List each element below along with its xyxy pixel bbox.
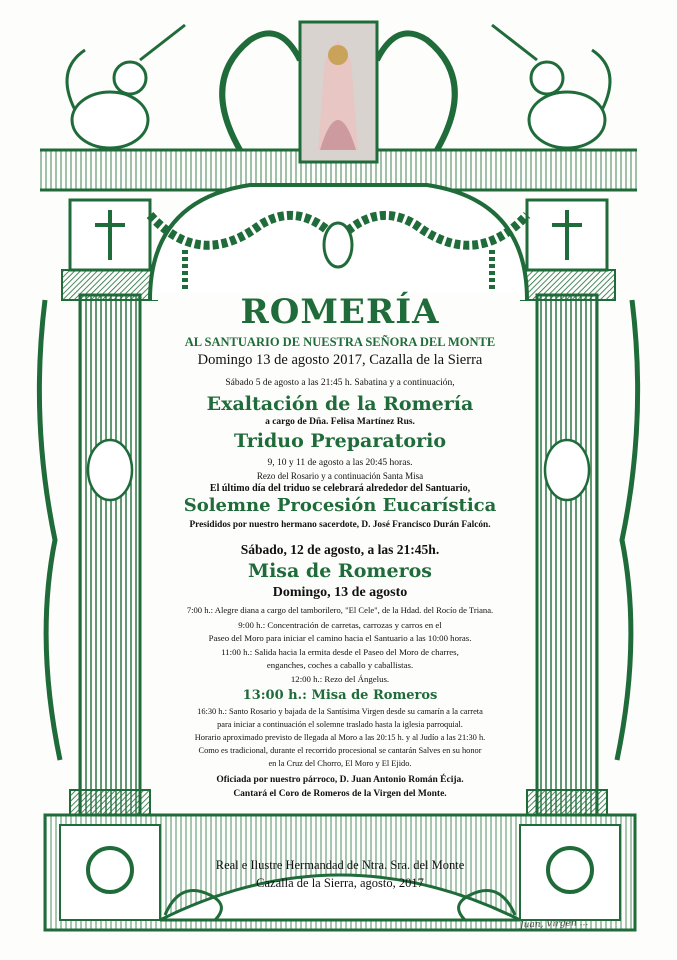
- domingo-item: 9:00 h.: Concentración de carretas, carrozas y carros en el: [238, 620, 442, 630]
- footer-brotherhood: Real e Ilustre Hermandad de Ntra. Sra. del Monte: [215, 858, 465, 872]
- triduo-last-day: El último día del triduo se celebrará alrededor del Santuario,: [209, 483, 471, 494]
- date-line: Domingo 13 de agosto 2017, Cazalla de la Sierra: [197, 352, 483, 368]
- domingo-item: enganches, coches a caballo y caballistas.: [266, 660, 414, 670]
- afternoon-line: para iniciar a continuación el solemne traslado hasta la iglesia parroquial.: [217, 720, 463, 729]
- domingo-title: Domingo, 13 de agosto: [272, 585, 408, 600]
- title: ROMERÍA: [240, 292, 440, 332]
- exaltacion-by: a cargo de Dña. Felisa Martínez Rus.: [265, 417, 415, 427]
- exaltacion-title: Exaltación de la Romería: [206, 393, 474, 415]
- left-cherub: [67, 25, 185, 148]
- misa-line: 13:00 h.: Misa de Romeros: [242, 688, 438, 703]
- domingo-item: 12:00 h.: Rezo del Ángelus.: [290, 674, 390, 684]
- triduo-detail: Rezo del Rosario y a continuación Santa Misa: [256, 471, 424, 481]
- sabado-title: Misa de Romeros: [248, 560, 432, 582]
- artist-signature: Juan, Virgen ...: [519, 918, 589, 931]
- procesion-title: Solemne Procesión Eucarística: [183, 495, 497, 516]
- afternoon-line: en la Cruz del Chorro, El Moro y El Ejido.: [268, 759, 412, 768]
- procesion-presided: Presididos por nuestro hermano sacerdote, D. José Francisco Durán Falcón.: [189, 520, 491, 530]
- sabado-line: Sábado, 12 de agosto, a las 21:45h.: [240, 542, 440, 557]
- triduo-title: Triduo Preparatorio: [233, 430, 447, 452]
- afternoon-line: Como es tradicional, durante el recorrido procesional se cantarán Salves en su honor: [198, 746, 482, 755]
- domingo-item: Paseo del Moro para iniciar el camino hacia el Santuario a las 10:00 horas.: [208, 633, 472, 643]
- afternoon-line: Horario aproximado previsto de llegada al Moro a las 20:15 h. y al Judío a las 21:30 h.: [194, 733, 486, 742]
- exaltacion-intro: Sábado 5 de agosto a las 21:45 h. Sabatina y a continuación,: [225, 378, 455, 388]
- left-column: [39, 200, 158, 815]
- right-column: [519, 200, 638, 815]
- domingo-item: 11:00 h.: Salida hacia la ermita desde el Paseo del Moro de charres,: [221, 647, 459, 657]
- subtitle: AL SANTUARIO DE NUESTRA SEÑORA DEL MONTE: [184, 335, 496, 349]
- domingo-item: 7:00 h.: Alegre diana a cargo del tamborilero, "El Cele", de la Hdad. del Rocío de Triana.: [186, 605, 494, 615]
- oficiada: Oficiada por nuestro párroco, D. Juan Antonio Román Écija.: [216, 775, 464, 785]
- right-cherub: [492, 25, 610, 148]
- virgin-image: [300, 22, 377, 162]
- coro: Cantará el Coro de Romeros de la Virgen del Monte.: [233, 789, 447, 799]
- triduo-dates: 9, 10 y 11 de agosto a las 20:45 horas.: [267, 458, 413, 468]
- afternoon-line: 16:30 h.: Santo Rosario y bajada de la Santísima Virgen desde su camarín a la carreta: [197, 707, 483, 716]
- footer-place-date: Cazalla de la Sierra, agosto, 2017: [256, 876, 424, 890]
